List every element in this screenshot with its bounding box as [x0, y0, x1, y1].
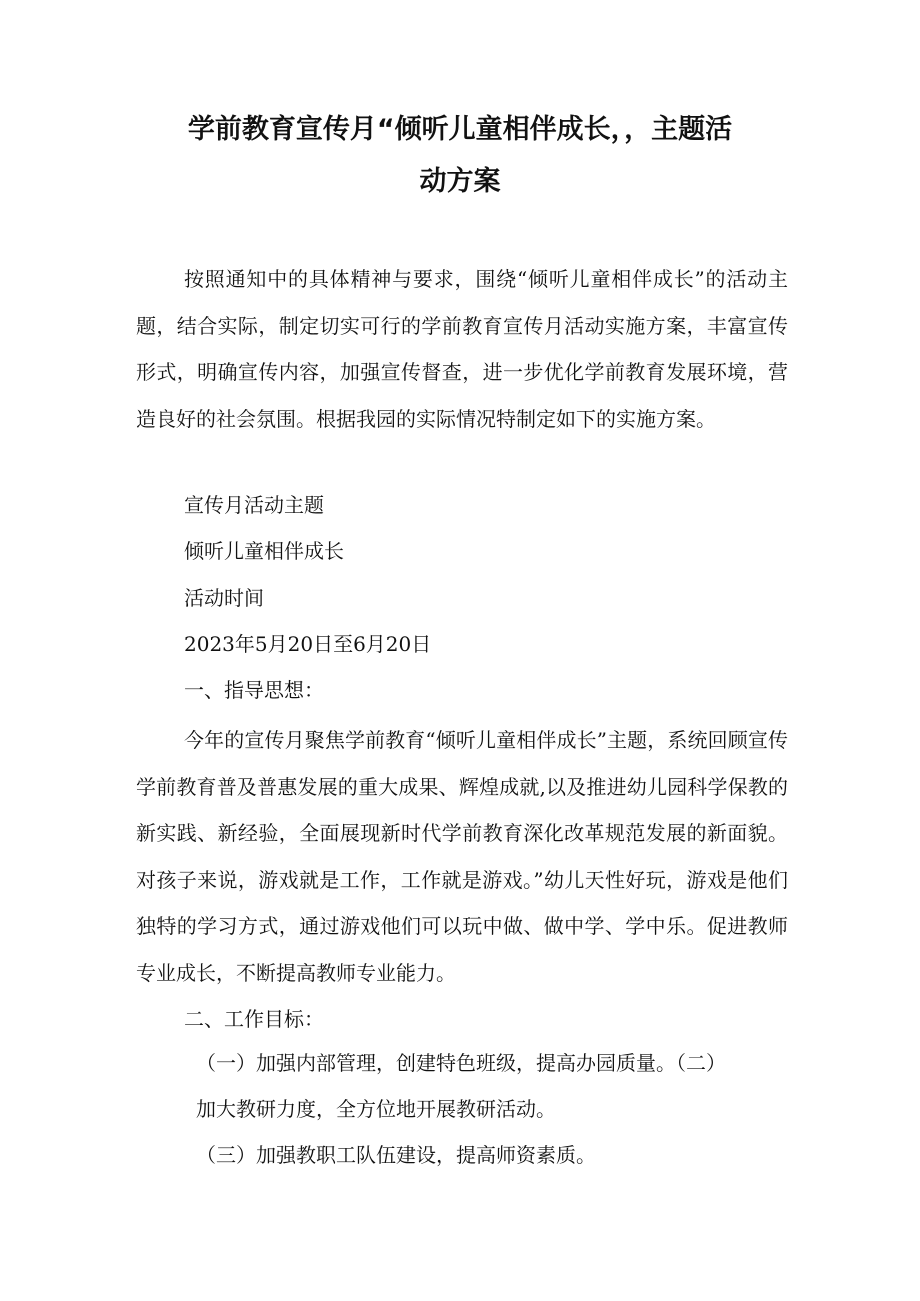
- theme-heading: 宣传月活动主题: [184, 493, 324, 517]
- theme-value: 倾听儿童相伴成长: [184, 539, 344, 563]
- section1-body: 今年的宣传月聚焦学前教育“倾听儿童相伴成长”主题，系统回顾宣传学前教育普及普惠发展的重大成果、辉煌成就,以及推进幼儿园科学保教的新实践、新经验，全面展现新时代学前教育深化改革规范发展的新面貌。对孩子来说，游戏就是工作，工作就是游戏。”幼儿天性好玩，游戏是他们独特的学习方式，通过游戏他们可以玩中做、做中学、学中乐。促进教师专业成长，不断提高教师专业能力。: [136, 728, 788, 985]
- document-title: [130, 104, 790, 208]
- goal-line-3: （三）加强教职工队伍建设，提高师资素质。: [196, 1143, 596, 1167]
- goal-line-1: （一）加强内部管理，创建特色班级，提高办园质量。（二）: [196, 1051, 726, 1075]
- section2-heading: 二、工作目标：: [184, 1007, 324, 1031]
- section1-heading: 一、指导思想：: [184, 678, 324, 702]
- time-heading: 活动时间: [184, 586, 264, 610]
- intro-paragraph: 按照通知中的具体精神与要求，围绕“倾听儿童相伴成长”的活动主题，结合实际，制定切实可行的学前教育宣传月活动实施方案，丰富宣传形式，明确宣传内容，加强宣传督查，进一步优化学前教育发展环境，营造良好的社会氛围。根据我园的实际情况特制定如下的实施方案。: [136, 267, 788, 431]
- title-line-2: 动方案: [419, 166, 501, 197]
- time-value: 2023年5月20日至6月20日: [184, 632, 432, 656]
- title-line-1: 学前教育宣传月“倾听儿童相伴成长，，主题活: [187, 114, 733, 145]
- goal-line-2: 加大教研力度，全方位地开展教研活动。: [196, 1097, 556, 1121]
